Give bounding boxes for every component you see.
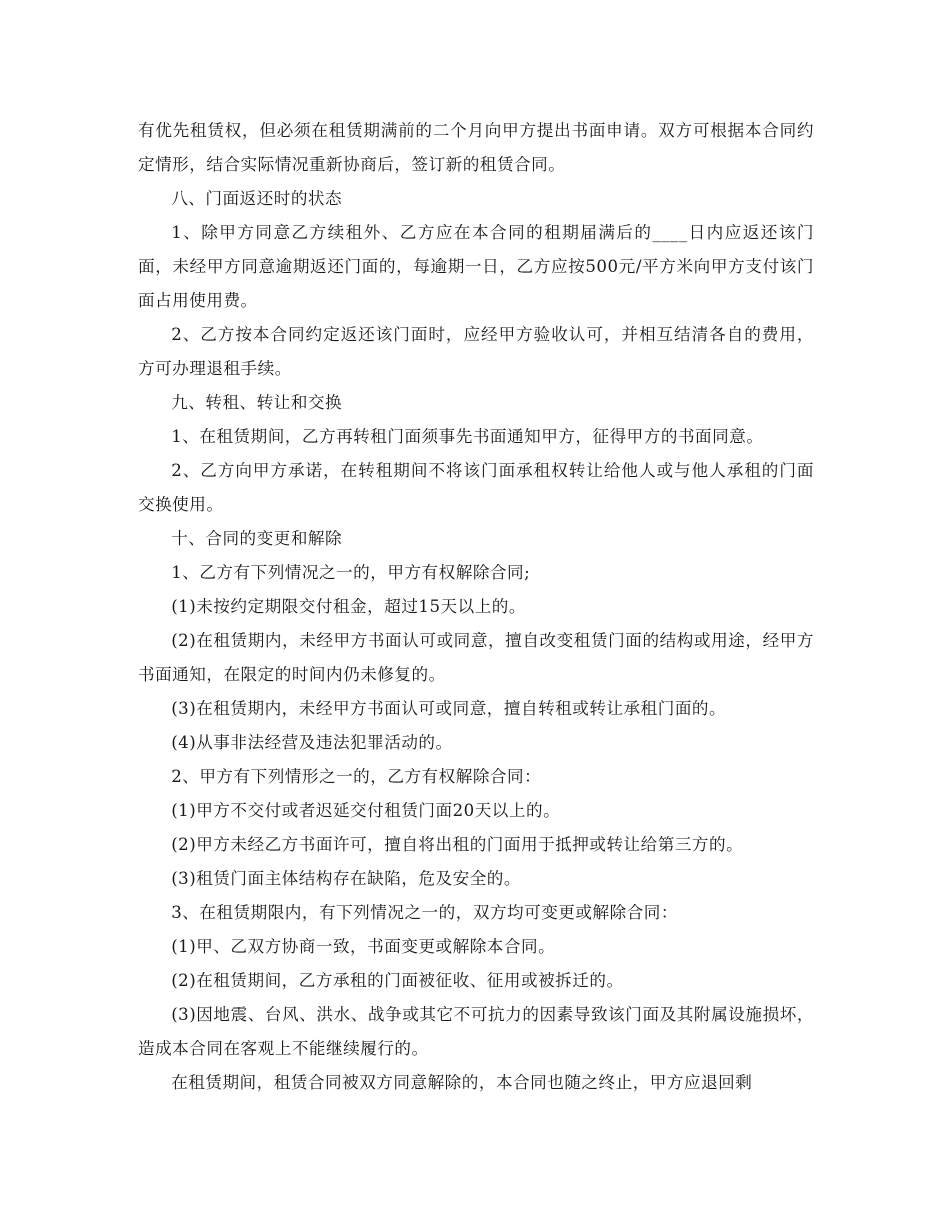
clause-10-3: 3、在租赁期限内，有下列情况之一的，双方均可变更或解除合同：	[171, 903, 678, 922]
clause-10-1-item-1: (1)未按约定期限交付租金，超过15天以上的。	[171, 597, 526, 616]
clause-10-3-item-1: (1)甲、乙双方协商一致，书面变更或解除本合同。	[171, 937, 556, 956]
section-heading-8: 八、门面返还时的状态	[171, 189, 343, 208]
clause-10-1-item-4: (4)从事非法经营及违法犯罪活动的。	[171, 733, 453, 752]
clause-10-1-item-2: (2)在租赁期内，未经甲方书面认可或同意，擅自改变租赁门面的结构或用途，经甲方书面通知，在限定的时间内仍未修复的。	[138, 631, 814, 684]
section-heading-9: 九、转租、转让和交换	[171, 393, 343, 412]
clause-10-2-item-2: (2)甲方未经乙方书面许可，擅自将出租的门面用于抵押或转让给第三方的。	[171, 835, 744, 854]
clause-10-1-item-3: (3)在租赁期内，未经甲方书面认可或同意，擅自转租或转让承租门面的。	[171, 699, 727, 718]
clause-8-2: 2、乙方按本合同约定返还该门面时，应经甲方验收认可，并相互结清各自的费用，方可办理退租手续。	[138, 325, 814, 378]
document-body	[138, 114, 814, 1100]
clause-8-1: 1、除甲方同意乙方续租外、乙方应在本合同的租期届满后的____日内应返还该门面，未经甲方同意逾期返还门面的，每逾期一日，乙方应按500元/平方米向甲方支付该门面占用使用费。	[138, 223, 814, 310]
clause-10-2: 2、甲方有下列情形之一的，乙方有权解除合同：	[171, 767, 542, 786]
clause-10-2-item-1: (1)甲方不交付或者迟延交付租赁门面20天以上的。	[171, 801, 561, 820]
clause-9-2: 2、乙方向甲方承诺，在转租期间不将该门面承租权转让给他人或与他人承租的门面交换使用。	[138, 461, 814, 514]
paragraph-renewal-continued: 有优先租赁权，但必须在租赁期满前的二个月向甲方提出书面申请。双方可根据本合同约定情形，结合实际情况重新协商后，签订新的租赁合同。	[138, 121, 814, 174]
clause-10-1: 1、乙方有下列情况之一的，甲方有权解除合同;	[171, 563, 531, 582]
clause-10-3-item-3: (3)因地震、台风、洪水、战争或其它不可抗力的因素导致该门面及其附属设施损坏，造成本合同在客观上不能继续履行的。	[138, 1005, 814, 1058]
clause-10-2-item-3: (3)租赁门面主体结构存在缺陷，危及安全的。	[171, 869, 521, 888]
section-heading-10: 十、合同的变更和解除	[171, 529, 343, 548]
clause-9-1: 1、在租赁期间，乙方再转租门面须事先书面通知甲方，征得甲方的书面同意。	[171, 427, 764, 446]
paragraph-termination: 在租赁期间，租赁合同被双方同意解除的，本合同也随之终止，甲方应退回剩	[171, 1073, 753, 1092]
clause-10-3-item-2: (2)在租赁期间，乙方承租的门面被征收、征用或被拆迁的。	[171, 971, 624, 990]
